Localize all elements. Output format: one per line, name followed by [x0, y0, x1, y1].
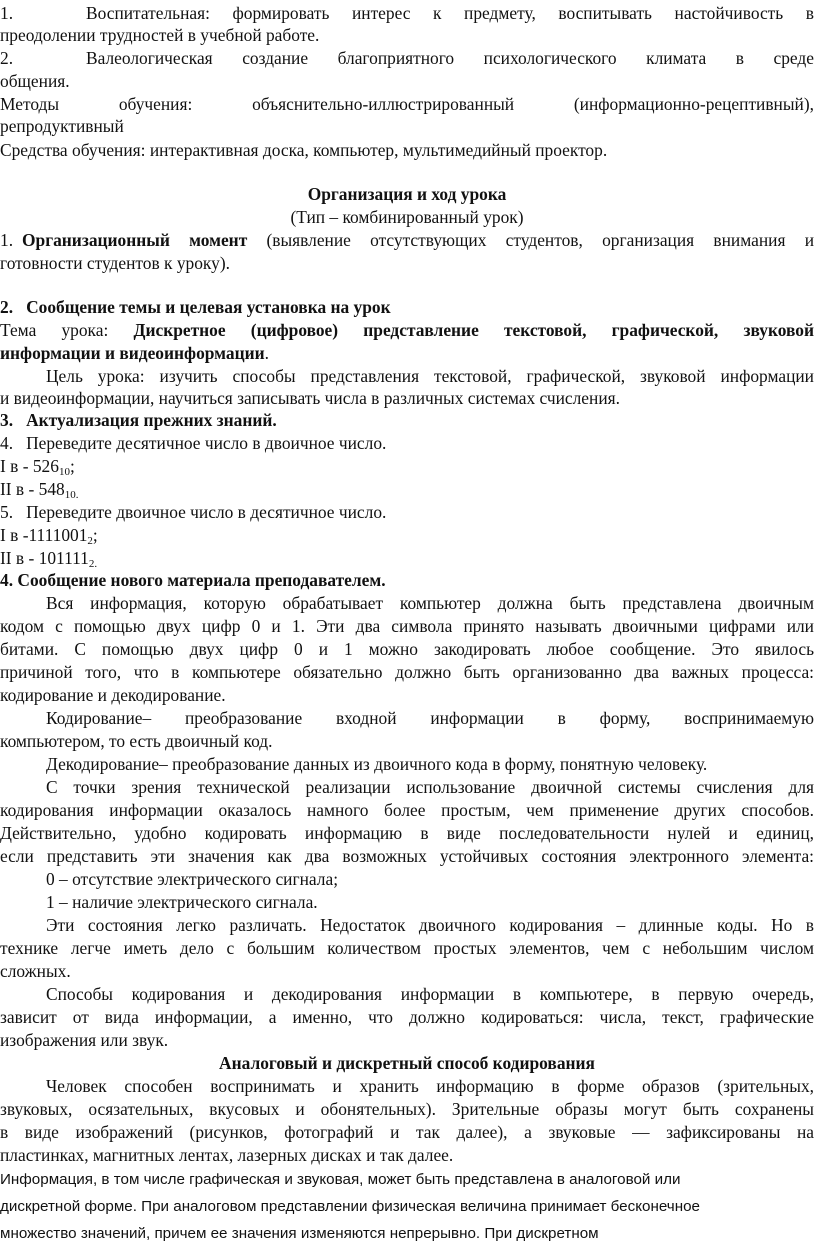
para-5-line-1: Эти состояния легко различать. Недостаток двоичного кодирования – длинные коды. Но в [46, 915, 814, 935]
goal-item-2-text: Валеологическая создание благоприятного психологического климата в среде [86, 48, 814, 68]
methods-line-1: Методы обучения: объяснительно-иллюстрированный (информационно-рецептивный), [0, 94, 814, 114]
para-5-line-3: сложных. [0, 961, 71, 981]
org-title: Организация и ход урока [307, 184, 507, 204]
para-1-line-1: Вся информация, которую обрабатывает компьютер должна быть представлена двоичным [46, 593, 814, 613]
para-1-line-5: кодирование и декодирование. [0, 685, 226, 705]
goal-item-1-number: 1. [0, 3, 14, 23]
para-2-line-1: Кодирование– преобразование входной информации в форму, воспринимаемую [46, 708, 814, 728]
topic-line-2: информации и видеоинформации. [0, 343, 270, 363]
task-5-variant-2: II в - $101111_{2.}$ [0, 548, 98, 570]
analog-para-2-line-1: Информация, в том числе графическая и звуковая, может быть представлена в аналоговой или [0, 1171, 681, 1188]
org-moment-line-2: готовности студентов к уроку). [0, 253, 230, 273]
means-line: Средства обучения: интерактивная доска, компьютер, мультимедийный проектор. [0, 140, 608, 160]
para-6-line-3: изображения или звук. [0, 1030, 169, 1050]
para-4-line-2: кодирования информации оказалось намного более простым, чем применение других способов. [0, 800, 814, 820]
para-1-line-2: кодом с помощью двух цифр 0 и 1. Эти два символа принято называть двоичными цифрами или [0, 616, 814, 636]
goal-item-1-text: Воспитательная: формировать интерес к предмету, воспитывать настойчивость в [86, 3, 814, 23]
task-4: 4. Переведите десятичное число в двоичное число. [0, 433, 387, 453]
para-4-line-1: С точки зрения технической реализации использование двоичной системы счисления для [46, 777, 814, 797]
task-5: 5. Переведите двоичное число в десятичное число. [0, 502, 387, 522]
state-one: 1 – наличие электрического сигнала. [46, 892, 318, 912]
state-zero: 0 – отсутствие электрического сигнала; [46, 869, 339, 889]
para-6-line-1: Способы кодирования и декодирования информации в компьютере, в первую очередь, [46, 984, 814, 1004]
goal-item-2-number: 2. [0, 48, 14, 68]
task-4-variant-2: II в - $548_{10.}$ [0, 479, 79, 501]
analog-para-1-line-4: пластинках, магнитных лентах, лазерных дисках и так далее. [0, 1145, 454, 1165]
task-4-variant-1: I в - $526_{10}$; [0, 456, 75, 478]
org-moment-number: 1. [0, 230, 14, 250]
topic-prefix: Тема урока: [0, 320, 134, 340]
goal-item-2-line-1 [0, 47, 814, 70]
methods-line-2: репродуктивный [0, 116, 124, 136]
para-1-line-3: битами. С помощью двух цифр 0 и 1 можно закодировать любое сообщение. Это явилось [0, 639, 814, 659]
org-subtitle: (Тип – комбинированный урок) [290, 207, 524, 227]
org-moment-text: (выявление отсутствующих студентов, организация внимания и [247, 230, 815, 250]
para-4-line-3: Действительно, удобно кодировать информацию в виде последовательности нулей и единиц, [0, 823, 814, 843]
para-3: Декодирование– преобразование данных из двоичного кода в форму, понятную человеку. [46, 754, 708, 774]
analog-para-2-line-2: дискретной форме. При аналоговом представлении физическая величина принимает бесконечное [0, 1198, 701, 1215]
para-5-line-2: технике легче иметь дело с большим количеством простых элементов, чем с небольшим числом [0, 938, 814, 958]
analog-para-1-line-3: в виде изображений (рисунков, фотографий и так далее), а звуковые — зафиксированы на [0, 1122, 814, 1142]
para-4-line-4: если представить эти значения как два возможных устойчивых состояния электронного элемента: [0, 846, 814, 866]
goal-item-1-line-2: преодолении трудностей в учебной работе. [0, 25, 320, 45]
goal-item-1-line-1 [0, 2, 814, 25]
org-moment-line-1 [0, 229, 814, 252]
analog-heading: Аналоговый и дискретный способ кодирования [219, 1053, 595, 1073]
task-5-variant-1: I в $-1111001_2$; [0, 525, 98, 547]
para-1-line-4: причиной того, что в компьютере обязательно должно быть организованно два важных процесса: [0, 662, 814, 682]
topic-title: Дискретное (цифровое) представление текстовой, графической, звуковой [133, 320, 814, 340]
analog-para-1-line-2: звуковых, осязательных, вкусовых и обонятельных). Зрительные образы могут быть сохранены [0, 1099, 814, 1119]
org-moment-label: Организационный момент [22, 230, 248, 250]
goal-line-2: и видеоинформации, научиться записывать числа в различных системах счисления. [0, 388, 620, 408]
para-6-line-2: зависит от вида информации, а именно, что должно кодироваться: числа, текст, графические [0, 1007, 814, 1027]
para-2-line-2: компьютером, то есть двоичный код. [0, 731, 273, 751]
goal-item-2-line-2: общения. [0, 71, 70, 91]
goal-line-1: Цель урока: изучить способы представления текстовой, графической, звуковой информации [46, 366, 814, 386]
topic-line-1 [0, 319, 814, 342]
analog-para-1-line-1: Человек способен воспринимать и хранить информацию в форме образов (зрительных, [46, 1076, 814, 1096]
section-2-heading: 2. Сообщение темы и целевая установка на урок [0, 297, 391, 317]
section-3-heading: 3. Актуализация прежних знаний. [0, 410, 277, 430]
section-4-heading: 4. Сообщение нового материала преподавателем. [0, 570, 386, 590]
analog-para-2-line-3: множество значений, причем ее значения изменяются непрерывно. При дискретном [0, 1225, 599, 1242]
